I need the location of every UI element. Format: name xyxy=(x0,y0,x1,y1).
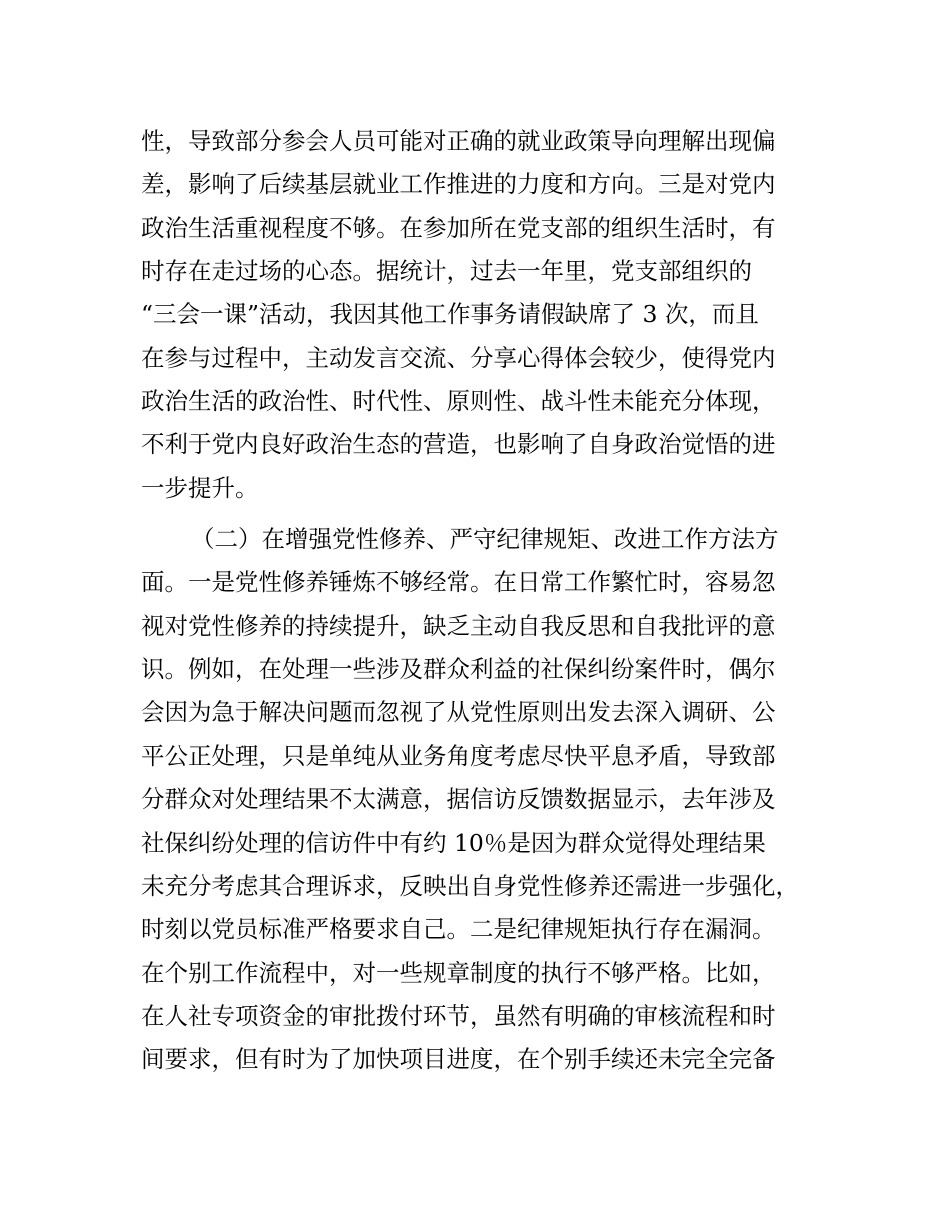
paragraph-1 xyxy=(141,120,821,510)
text-line: 在人社专项资金的审批拨付环节，虽然有明确的审核流程和时 xyxy=(141,1001,776,1030)
text-line: 会因为急于解决问题而忽视了从党性原则出发去深入调研、公 xyxy=(141,698,776,727)
text-line: 分群众对处理结果不太满意，据信访反馈数据显示，去年涉及 xyxy=(141,785,776,814)
text-line: 识。例如，在处理一些涉及群众利益的社保纠纷案件时，偶尔 xyxy=(141,655,776,684)
text-line: 政治生活重视程度不够。在参加所在党支部的组织生活时，有 xyxy=(141,213,776,242)
text-line: 政治生活的政治性、时代性、原则性、战斗性未能充分体现， xyxy=(141,387,776,416)
text-line: 差，影响了后续基层就业工作推进的力度和方向。三是对党内 xyxy=(141,170,776,199)
text-line: “三会一课”活动，我因其他工作事务请假缺席了 3 次，而且 xyxy=(141,300,759,329)
section-heading-line: （二）在增强党性修养、严守纪律规矩、改进工作方法方 xyxy=(191,525,779,554)
text-line: 间要求，但有时为了加快项目进度，在个别手续还未完全完备 xyxy=(141,1045,776,1074)
text-line: 视对党性修养的持续提升，缺乏主动自我反思和自我批评的意 xyxy=(141,611,776,640)
text-line: 在个别工作流程中，对一些规章制度的执行不够严格。比如， xyxy=(141,958,776,987)
paragraph-spacer xyxy=(141,510,821,518)
text-line: 未充分考虑其合理诉求，反映出自身党性修养还需进一步强化， xyxy=(141,871,799,900)
text-line: 在参与过程中，主动发言交流、分享心得体会较少，使得党内 xyxy=(141,343,776,372)
text-line: 一步提升。 xyxy=(141,473,259,502)
text-line: 社保纠纷处理的信访件中有约 10％是因为群众觉得处理结果 xyxy=(141,828,766,857)
text-line: 性，导致部分参会人员可能对正确的就业政策导向理解出现偏 xyxy=(141,127,776,155)
text-line: 不利于党内良好政治生态的营造，也影响了自身政治觉悟的进 xyxy=(141,430,776,459)
document-body xyxy=(141,120,821,1082)
text-line: 面。一是党性修养锤炼不够经常。在日常工作繁忙时，容易忽 xyxy=(141,568,776,597)
text-line: 平公正处理，只是单纯从业务角度考虑尽快平息矛盾，导致部 xyxy=(141,741,776,770)
text-line: 时刻以党员标准严格要求自己。二是纪律规矩执行存在漏洞。 xyxy=(141,915,776,944)
paragraph-2 xyxy=(141,518,821,1081)
text-line: 时存在走过场的心态。据统计，过去一年里，党支部组织的 xyxy=(141,257,752,286)
